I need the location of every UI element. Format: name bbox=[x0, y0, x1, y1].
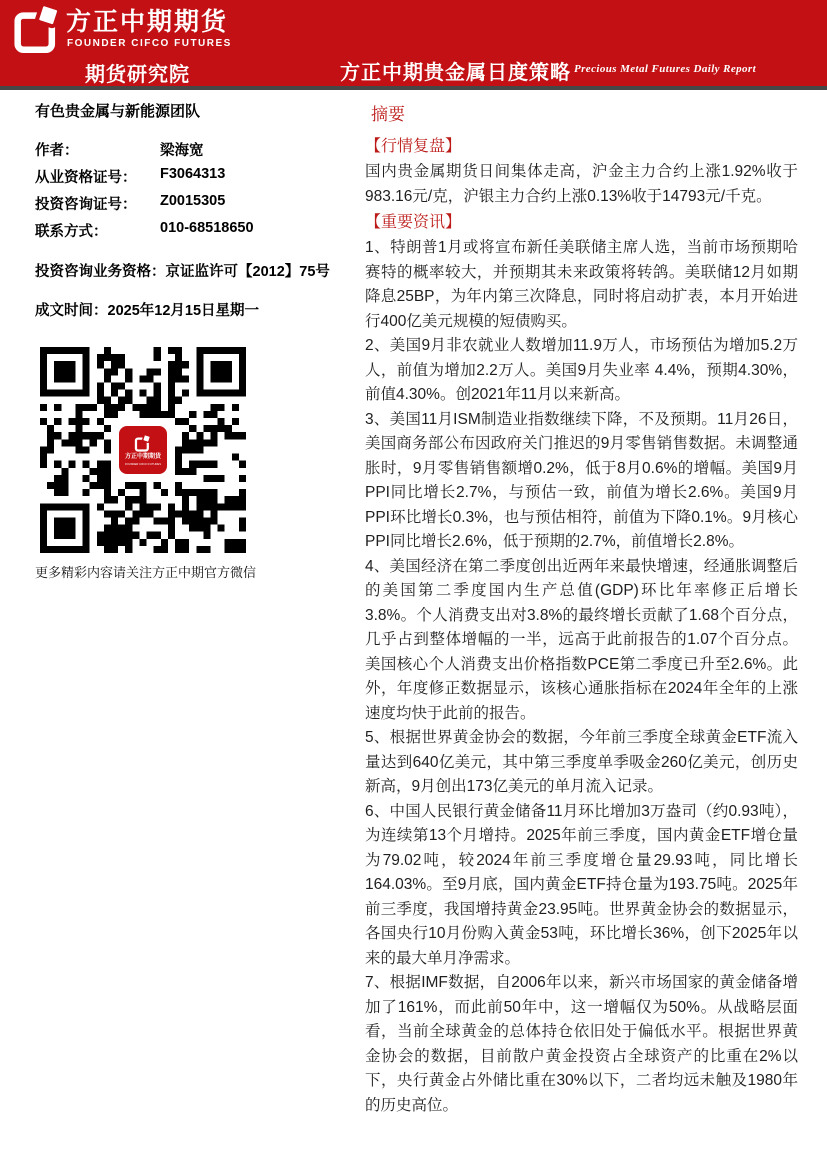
field-value: F3064313 bbox=[160, 166, 226, 182]
report-date: 成文时间：2025年12月15日星期一 bbox=[35, 303, 260, 319]
field-value: 梁海宽 bbox=[160, 143, 204, 159]
author-field bbox=[35, 139, 357, 160]
summary-column bbox=[365, 100, 798, 1118]
field-label: 从业资格证号： bbox=[35, 170, 137, 186]
advisory-cert-field bbox=[35, 193, 357, 214]
logo-text-cn: 方正中期期货 bbox=[66, 8, 229, 36]
author-sidebar bbox=[35, 100, 357, 581]
business-qualification: 投资咨询业务资格：京证监许可【2012】75号 bbox=[35, 264, 330, 280]
team-name: 有色贵金属与新能源团队 bbox=[35, 103, 201, 120]
qr-center-logo bbox=[119, 426, 167, 474]
license-field bbox=[35, 166, 357, 187]
founder-cube-icon bbox=[12, 5, 64, 57]
news-item: 1、特朗普1月或将宣布新任美联储主席人选，当前市场预期哈赛特的概率较大，并预期其未来政策将转鸽。美联储12月如期降息25BP，为年内第三次降息，同时将启动扩表，本月开始进行400亿美元规模的短债购买。 bbox=[365, 239, 798, 330]
news-item: 4、美国经济在第二季度创出近两年来最快增速，经通胀调整后的美国第二季度国内生产总值(GDP)环比年率修正后增长3.8%。个人消费支出对3.8%的最终增长贡献了1.68个百分点，几乎占到整体增幅的一半，远高于此前报告的1.07个百分点。美国核心个人消费支出价格指数PCE第二季度已升至2.6%。此外，年度修正数据显示，该核心通胀指标在2024年全年的上涨速度均快于此前的报告。 bbox=[365, 557, 798, 722]
logo-text-en: FOUNDER CIFCO FUTURES bbox=[67, 38, 232, 49]
wechat-qr-code bbox=[40, 347, 246, 553]
field-label: 作者： bbox=[35, 143, 79, 159]
contact-field bbox=[35, 220, 357, 241]
recap-paragraph: 国内贵金属期货日间集体走高，沪金主力合约上涨1.92%收于983.16元/克，沪银主力合约上涨0.13%收于14793元/千克。 bbox=[365, 163, 798, 205]
report-title-en: Precious Metal Futures Daily Report bbox=[574, 63, 757, 75]
header-band bbox=[0, 0, 827, 90]
qr-logo-text-cn: 方正中期期货 bbox=[124, 453, 161, 460]
news-item: 6、中国人民银行黄金储备11月环比增加3万盎司（约0.93吨），为连续第13个月增持。2025年前三季度，国内黄金ETF增仓量为79.02吨，较2024年前三季度增仓量29.93吨，同比增长164.03%。至9月底，国内黄金ETF持仓量为193.75吨。2025年前三季度，我国增持黄金23.95吨。世界黄金协会的数据显示，各国央行10月份购入黄金53吨，环比增长36%，创下2025年以来的最大单月净需求。 bbox=[365, 802, 798, 967]
news-item: 3、美国11月ISM制造业指数继续下降，不及预期。11月26日，美国商务部公布因政府关门推迟的9月零售销售数据。未调整通胀时，9月零售销售额增0.2%，低于8月0.6%的增幅。美国9月PPI同比增长2.7%，与预估一致，前值为增长2.6%。美国9月PPI环比增长0.3%，也与预估相符，前值为下降0.1%。9月核心PPI同比增长2.6%，低于预期的2.7%，前值增长2.8%。 bbox=[365, 410, 798, 550]
founder-cube-icon bbox=[134, 435, 152, 453]
field-label: 投资咨询证号： bbox=[35, 197, 137, 213]
news-heading: 【重要资讯】 bbox=[365, 214, 462, 231]
field-value: Z0015305 bbox=[160, 193, 226, 209]
news-item: 5、根据世界黄金协会的数据，今年前三季度全球黄金ETF流入量达到640亿美元，其中第三季度单季吸金260亿美元，创历史新高，9月创出173亿美元的单月流入记录。 bbox=[365, 729, 798, 795]
qr-caption: 更多精彩内容请关注方正中期官方微信 bbox=[35, 565, 257, 580]
report-title: 方正中期贵金属日度策略 bbox=[340, 62, 571, 84]
news-item: 2、美国9月非农就业人数增加11.9万人，市场预估为增加5.2万人，前值为增加2.2万人。美国9月失业率 4.4%，预期4.30%，前值4.30%。创2021年11月以来新高。 bbox=[365, 337, 798, 403]
field-label: 联系方式： bbox=[35, 224, 108, 240]
news-item: 7、根据IMF数据，自2006年以来，新兴市场国家的黄金储备增加了161%，而此前50年中，这一增幅仅为50%。从战略层面看，当前全球黄金的总体持仓依旧处于偏低水平。根据世界黄金协会的数据，目前散户黄金投资占全球资产的比重在2%以下，央行黄金占外储比重在30%以下，二者均远未触及1980年的历史高位。 bbox=[365, 974, 798, 1114]
abstract-title: 摘要 bbox=[371, 105, 405, 124]
field-value: 010-68518650 bbox=[160, 220, 254, 236]
recap-heading: 【行情复盘】 bbox=[365, 138, 462, 155]
qr-logo-text-en: FOUNDER CIFCO FUTURES bbox=[125, 461, 161, 466]
institute-name: 期货研究院 bbox=[85, 64, 190, 86]
